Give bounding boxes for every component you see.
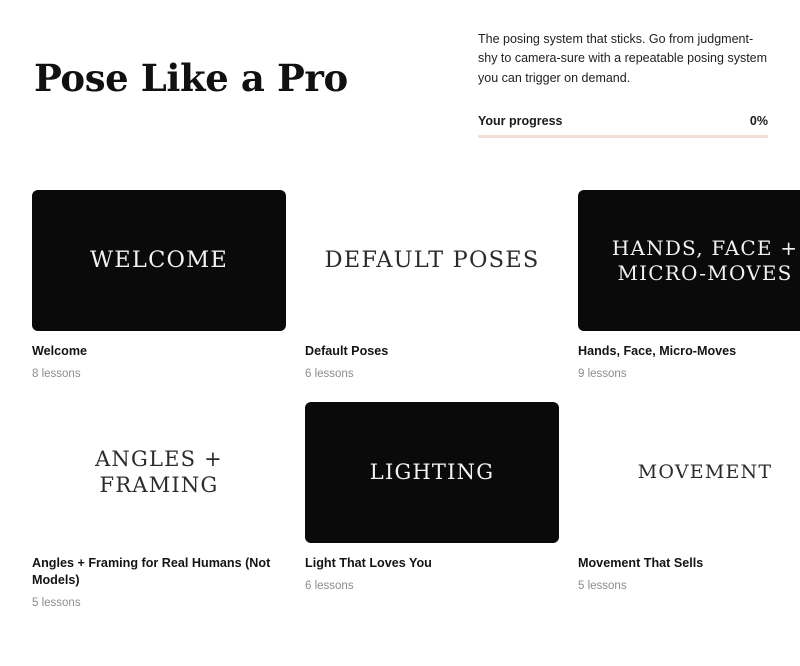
page-title: Pose Like a Pro xyxy=(34,56,348,100)
course-thumbnail-text: WELCOME xyxy=(89,246,229,273)
intro-block xyxy=(478,28,768,138)
progress-label: Your progress xyxy=(478,114,563,129)
course-lesson-count: 5 lessons xyxy=(32,597,81,610)
course-lesson-count: 6 lessons xyxy=(305,368,354,381)
course-title: Welcome xyxy=(32,344,88,359)
course-title: Angles + Framing for Real Humans (Not Models) xyxy=(32,556,271,588)
course-thumbnail-text: HANDS, FACE + MICRO-MOVES xyxy=(611,236,799,285)
title-block xyxy=(34,28,478,99)
course-thumbnail-text: ANGLES + FRAMING xyxy=(95,447,223,497)
course-lesson-count: 5 lessons xyxy=(578,580,627,593)
course-card[interactable] xyxy=(578,402,800,609)
course-lesson-count: 9 lessons xyxy=(578,368,627,381)
course-card[interactable] xyxy=(305,402,559,609)
course-thumbnail[interactable] xyxy=(305,402,559,543)
intro-text: The posing system that sticks. Go from judgment-shy to camera-sure with a repeatable posing system you can trigger on demand. xyxy=(478,32,768,85)
course-thumbnail[interactable] xyxy=(578,190,800,331)
course-lesson-count: 6 lessons xyxy=(305,580,354,593)
progress-value: 0% xyxy=(749,114,768,129)
course-card[interactable] xyxy=(305,190,559,380)
progress-row xyxy=(478,114,768,135)
course-title: Hands, Face, Micro-Moves xyxy=(578,344,737,359)
course-card[interactable] xyxy=(578,190,800,380)
course-title: Default Poses xyxy=(305,344,389,359)
course-grid xyxy=(0,138,800,609)
course-thumbnail[interactable] xyxy=(32,402,286,543)
course-thumbnail-text: MOVEMENT xyxy=(637,461,773,484)
course-thumbnail[interactable] xyxy=(305,190,559,331)
progress-bar xyxy=(478,135,768,138)
course-thumbnail[interactable] xyxy=(32,190,286,331)
course-thumbnail-text: DEFAULT POSES xyxy=(324,246,540,273)
course-title: Light That Loves You xyxy=(305,556,432,571)
course-card[interactable] xyxy=(32,190,286,380)
course-thumbnail-text: LIGHTING xyxy=(369,459,495,484)
course-lesson-count: 8 lessons xyxy=(32,368,81,381)
progress-section xyxy=(478,114,768,138)
course-thumbnail[interactable] xyxy=(578,402,800,543)
course-card[interactable] xyxy=(32,402,286,609)
course-title: Movement That Sells xyxy=(578,556,704,571)
page-header xyxy=(0,0,800,138)
